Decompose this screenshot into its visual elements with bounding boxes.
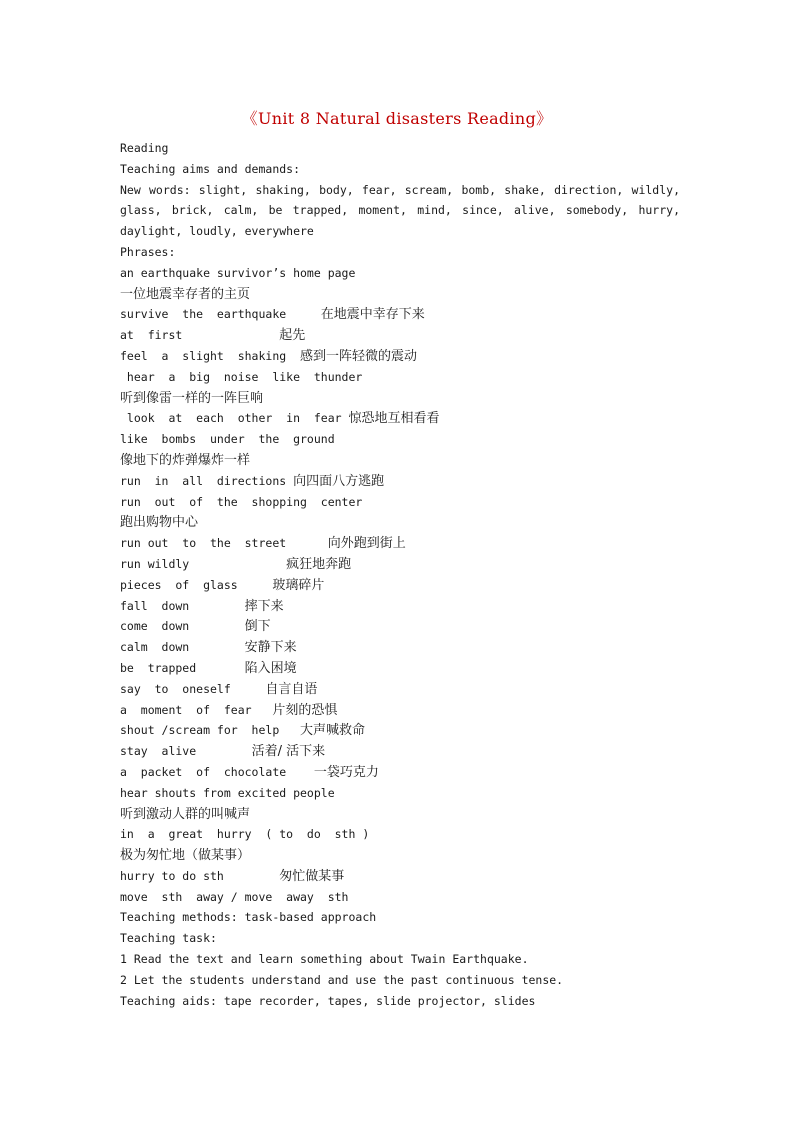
text-line	[120, 284, 680, 305]
english-text: an earthquake survivor’s home page	[120, 265, 356, 280]
english-text: hear a big noise like thunder	[120, 369, 363, 384]
english-text: Teaching aids: tape recorder, tapes, slide projector, slides	[120, 993, 536, 1008]
english-text: a packet of chocolate	[120, 764, 314, 779]
text-line	[120, 159, 680, 180]
chinese-translation: 极为匆忙地（做某事）	[120, 848, 251, 864]
english-text: a moment of fear	[120, 702, 273, 717]
chinese-translation: 疯狂地奔跑	[286, 556, 352, 572]
english-text: shout /scream for help	[120, 723, 301, 738]
text-line	[120, 346, 680, 367]
chinese-translation: 像地下的炸弹爆炸一样	[120, 452, 251, 468]
text-line	[120, 596, 680, 617]
english-text: Reading	[120, 141, 169, 155]
text-line	[120, 783, 680, 804]
english-text: run out to the street	[120, 536, 328, 551]
chinese-translation: 听到激动人群的叫喊声	[120, 806, 251, 822]
text-line	[120, 180, 680, 242]
chinese-translation: 惊恐地互相看看	[348, 411, 440, 427]
text-line	[120, 804, 680, 825]
text-line	[120, 845, 680, 866]
english-text: calm down	[120, 640, 245, 655]
english-text: like bombs under the ground	[120, 432, 335, 447]
english-text: survive the earthquake	[120, 307, 321, 322]
text-line	[120, 824, 680, 845]
english-text: hear shouts from excited people	[120, 785, 335, 800]
text-line	[120, 720, 680, 741]
english-text: run out of the shopping center	[120, 494, 363, 509]
chinese-translation: 安静下来	[244, 640, 297, 656]
chinese-translation: 跑出购物中心	[120, 515, 199, 531]
text-line	[120, 762, 680, 783]
text-line	[120, 928, 680, 949]
english-text: Teaching aims and demands:	[120, 161, 301, 176]
text-line	[120, 263, 680, 284]
text-line	[120, 512, 680, 533]
chinese-translation: 匆忙做某事	[279, 868, 345, 884]
english-text: at first	[120, 328, 280, 343]
text-line	[120, 991, 680, 1012]
text-line	[120, 575, 680, 596]
chinese-translation: 听到像雷一样的一阵巨响	[120, 390, 264, 406]
chinese-translation: 一位地震幸存者的主页	[120, 286, 251, 302]
english-text: Teaching methods: task-based approach	[120, 910, 377, 925]
english-text: 1 Read the text and learn something about Twain Earthquake.	[120, 952, 529, 967]
text-line	[120, 304, 680, 325]
text-line	[120, 741, 680, 762]
english-text: 2 Let the students understand and use the past continuous tense.	[120, 972, 564, 987]
english-text: Phrases:	[120, 244, 176, 259]
chinese-translation: 活着/ 活下来	[251, 744, 326, 760]
chinese-translation: 向四面八方逃跑	[293, 473, 385, 489]
english-text: Teaching task:	[120, 931, 217, 946]
english-text: pieces of glass	[120, 577, 273, 592]
text-line	[120, 887, 680, 908]
chinese-translation: 感到一阵轻微的震动	[300, 348, 418, 364]
chinese-translation: 向外跑到街上	[327, 536, 406, 552]
text-line	[120, 242, 680, 263]
document-title: 《Unit 8 Natural disasters Reading》	[241, 109, 553, 128]
chinese-translation: 在地震中幸存下来	[320, 307, 425, 323]
text-line	[120, 616, 680, 637]
text-line	[120, 679, 680, 700]
english-text: be trapped	[120, 660, 245, 675]
text-line	[120, 367, 680, 388]
chinese-translation: 玻璃碎片	[272, 577, 325, 593]
chinese-translation: 一袋巧克力	[313, 764, 379, 780]
english-text: hurry to do sth	[120, 868, 280, 883]
english-text: move sth away / move away sth	[120, 889, 349, 904]
english-text: stay alive	[120, 744, 252, 759]
text-line	[120, 471, 680, 492]
english-text: come down	[120, 619, 245, 634]
text-line	[120, 138, 680, 159]
english-text: look at each other in fear	[120, 411, 349, 426]
document-body	[120, 138, 680, 1011]
text-line	[120, 637, 680, 658]
text-line	[120, 492, 680, 513]
text-line	[120, 554, 680, 575]
english-text: fall down	[120, 598, 245, 613]
chinese-translation: 大声喊救命	[300, 723, 366, 739]
text-line	[120, 533, 680, 554]
text-line	[120, 866, 680, 887]
text-line	[120, 388, 680, 409]
chinese-translation: 倒下	[244, 619, 271, 635]
chinese-translation: 自言自语	[265, 681, 318, 697]
english-text: run wildly	[120, 556, 287, 571]
text-line	[120, 949, 680, 970]
text-line	[120, 450, 680, 471]
text-line	[120, 907, 680, 928]
chinese-translation: 起先	[279, 328, 306, 344]
text-line	[120, 658, 680, 679]
chinese-translation: 摔下来	[244, 598, 284, 614]
chinese-translation: 片刻的恐惧	[272, 702, 338, 718]
text-line	[120, 700, 680, 721]
english-text: run in all directions	[120, 473, 294, 488]
english-text: say to oneself	[120, 681, 266, 696]
chinese-translation: 陷入困境	[244, 660, 297, 676]
english-text: feel a slight shaking	[120, 348, 301, 363]
text-line	[120, 325, 680, 346]
text-line	[120, 429, 680, 450]
english-text: New words: slight, shaking, body, fear, scream, bomb, shake, direction, wildly, glass, brick, calm, be trapped, moment, mind, since, alive, somebody, hurry, daylight, loudly, everywhere	[120, 182, 680, 239]
english-text: in a great hurry ( to do sth )	[120, 827, 370, 842]
text-line	[120, 970, 680, 991]
text-line	[120, 408, 680, 429]
